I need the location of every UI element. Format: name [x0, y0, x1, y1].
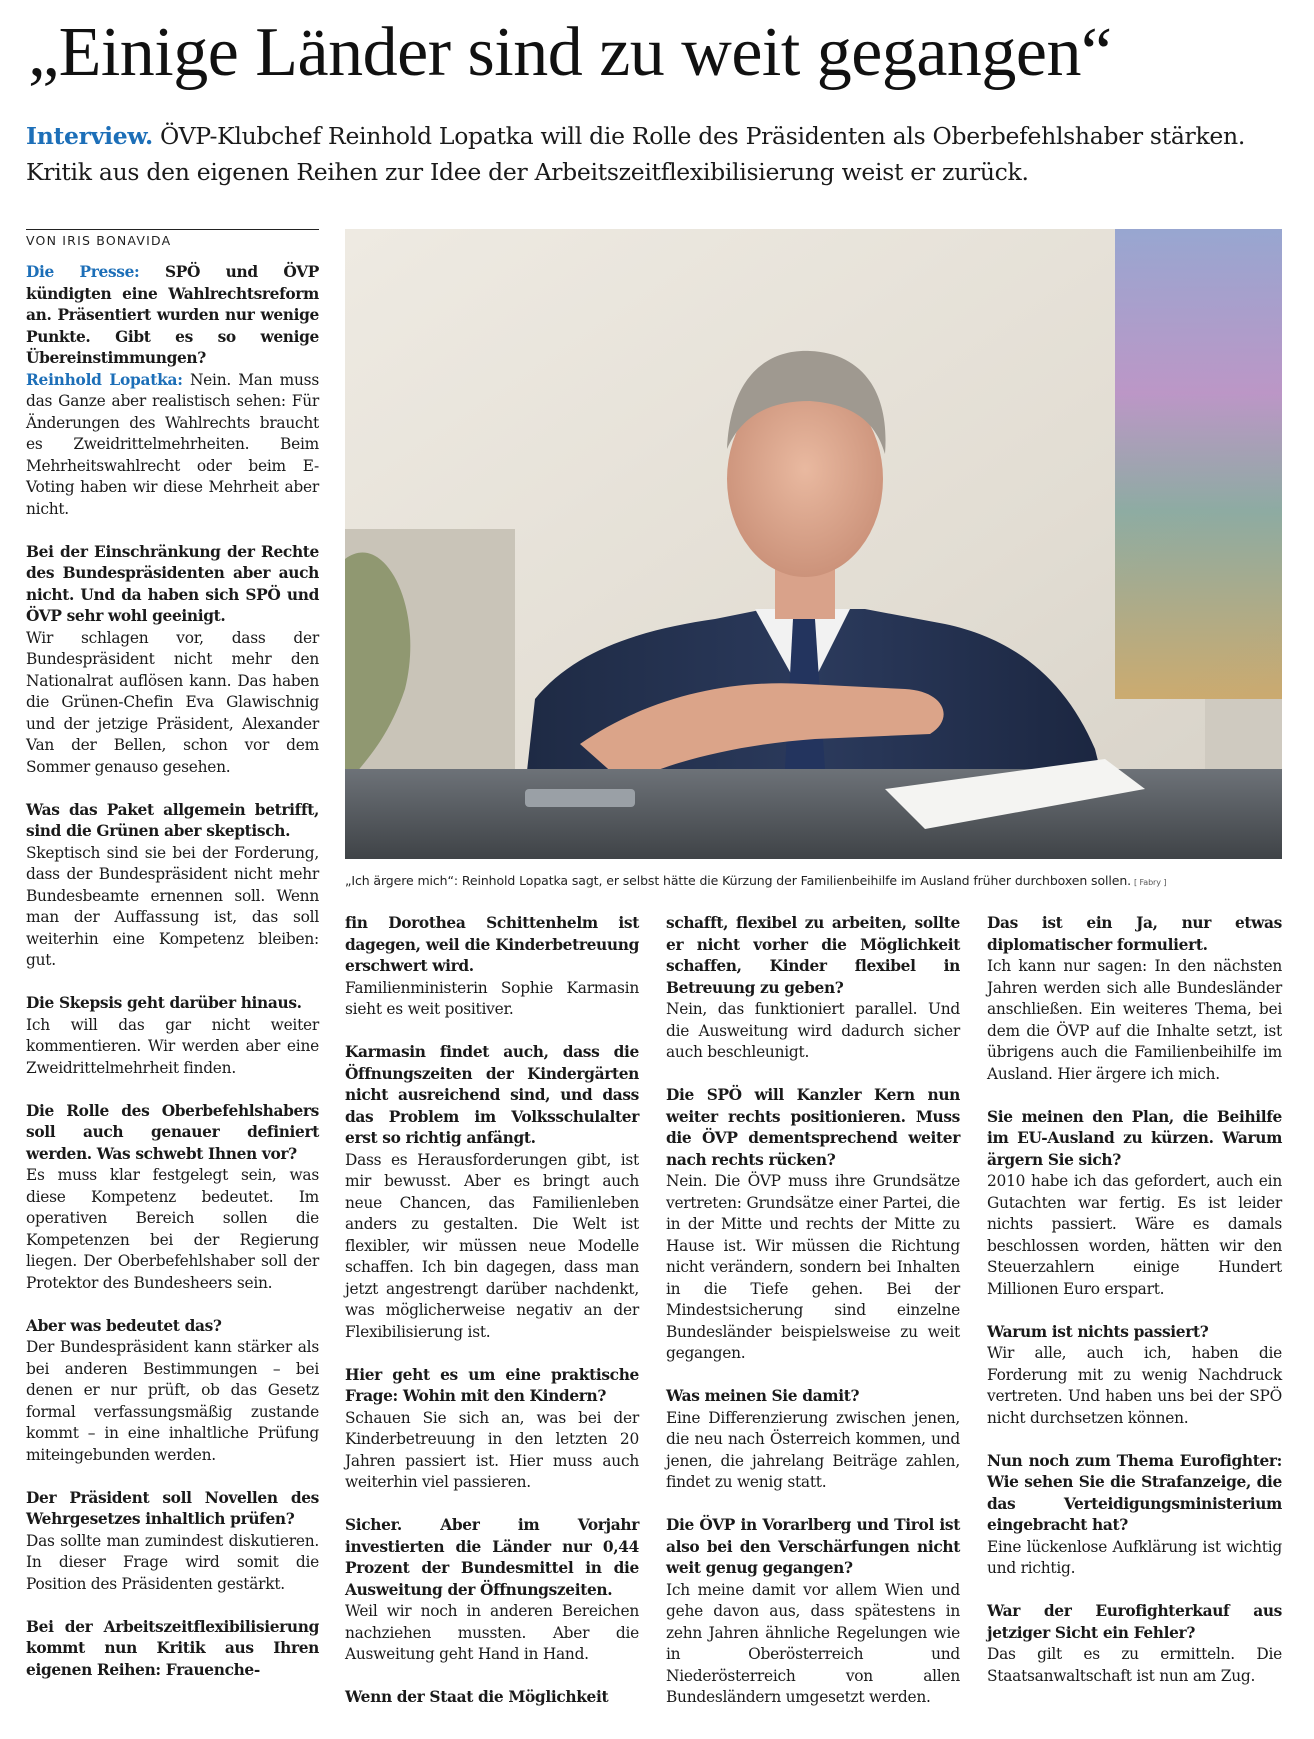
interview-answer: Familienministerin Sophie Karmasin sieht es weit positiver.	[345, 978, 639, 1018]
interview-question: Die Rolle des Oberbefehlshabers soll auch genauer definiert werden. Was schwebt Ihnen vor?	[26, 1101, 319, 1163]
interview-block	[26, 1101, 319, 1295]
interview-block	[666, 913, 960, 1064]
text-column-1	[26, 262, 319, 1703]
interview-answer	[26, 370, 319, 521]
text-column-4	[987, 913, 1282, 1709]
caption-text: „Ich ärgere mich“: Reinhold Lopatka sagt, er selbst hätte die Kürzung der Familienbeihilfe im Ausland früher durchboxen sollen.	[345, 873, 1132, 888]
interview-block	[987, 1451, 1282, 1580]
interview-question: Die SPÖ will Kanzler Kern nun weiter rechts positionieren. Muss die ÖVP dementsprechend weiter nach rechts rücken?	[666, 1086, 960, 1169]
interview-block	[345, 1042, 639, 1343]
interview-question: schafft, flexibel zu arbeiten, sollte er nicht vorher die Möglichkeit schaffen, Kinder flexibel in Betreuung zu geben?	[666, 914, 960, 997]
interview-question: fin Dorothea Schittenhelm ist dagegen, weil die Kinderbetreuung erschwert wird.	[345, 914, 639, 975]
lead-kicker: Interview.	[26, 122, 153, 150]
interview-answer: Ich will das gar nicht weiter kommentieren. Wir werden aber eine Zweidrittelmehrheit finden.	[26, 1015, 319, 1077]
interview-answer: Skeptisch sind sie bei der Forderung, dass der Bundespräsident nicht mehr Bundesbeamte ernennen soll. Wenn man der Auffassung ist, das soll weiterhin eine Kompetenz bleiben: gut.	[26, 843, 319, 969]
interview-question: Bei der Einschränkung der Rechte des Bundespräsidenten aber auch nicht. Und da haben sich SPÖ und ÖVP sehr wohl geeinigt.	[26, 542, 319, 625]
interview-answer: Eine lückenlose Aufklärung ist wichtig und richtig.	[987, 1537, 1282, 1577]
speaker-label-lopatka: Reinhold Lopatka:	[26, 370, 183, 389]
interview-block	[987, 913, 1282, 1085]
interview-block	[345, 1365, 639, 1494]
interview-block	[987, 1107, 1282, 1301]
interview-question: Sicher. Aber im Vorjahr investierten die Länder nur 0,44 Prozent der Bundesmittel in die Ausweitung der Öffnungszeiten.	[345, 1516, 639, 1599]
text-column-3	[666, 913, 960, 1730]
interview-question: War der Eurofighterkauf aus jetziger Sicht ein Fehler?	[987, 1602, 1282, 1642]
interview-answer: Ich kann nur sagen: In den nächsten Jahren werden sich alle Bundesländer anschließen. Ein weiteres Thema, bei dem die ÖVP auf die Inhalte setzt, ist übrigens auch die Familienbeihilfe im Ausland. Hier ärgere ich mich.	[987, 957, 1282, 1083]
interview-answer: Nein, das funktioniert parallel. Und die Ausweitung wird dadurch sicher auch beschleunigt.	[666, 1000, 960, 1061]
article-photo	[345, 229, 1282, 859]
interview-answer: Es muss klar festgelegt sein, was diese Kompetenz bedeutet. Im operativen Bereich sollen die Kompetenzen bei der Regierung liegen. Der Oberbefehlshaber soll der Protektor des Bundesheers sein.	[26, 1166, 319, 1292]
interview-answer: Dass es Herausforderungen gibt, ist mir bewusst. Aber es bringt auch neue Chancen, das Familienleben anders zu gestalten. Die Welt ist flexibler, wir müssen neue Modelle schaffen. Ich bin dagegen, dass man jetzt angestrengt darüber nachdenkt, was möglicherweise negativ an der Flexibilisierung ist.	[345, 1150, 639, 1341]
interview-answer: Wir schlagen vor, dass der Bundespräsident nicht mehr den Nationalrat auflösen kann. Das haben die Grünen-Chefin Eva Glawischnig und der jetzige Präsident, Alexander Van der Bellen, schon vor dem Sommer genauso gesehen.	[26, 628, 319, 776]
interview-answer: Das sollte man zumindest diskutieren. In dieser Frage wird somit die Position des Präsidenten gestärkt.	[26, 1531, 319, 1593]
interview-answer: 2010 habe ich das gefordert, auch ein Gutachten war fertig. Es ist leider nichts passiert. Wäre es damals beschlossen worden, hätten wir den Steuerzahlern einige Hundert Millionen Euro erspart.	[987, 1172, 1282, 1298]
article-headline: „Einige Länder sind zu weit gegangen“	[28, 14, 1112, 91]
interview-block	[987, 1322, 1282, 1430]
byline-rule	[26, 229, 319, 230]
question-text: SPÖ und ÖVP kündigten eine Wahlrechtsreform an. Präsentiert wurden nur wenige Punkte. Gibt es so wenige Übereinstimmungen?	[26, 263, 319, 367]
interview-question	[26, 262, 319, 370]
interview-question: Die Skepsis geht darüber hinaus.	[26, 994, 302, 1012]
interview-question: Was meinen Sie damit?	[666, 1387, 860, 1405]
interview-question: Karmasin findet auch, dass die Öffnungszeiten der Kindergärten nicht ausreichend sind, und dass das Problem im Volksschulalter erst so richtig anfängt.	[345, 1043, 639, 1147]
interview-question: Hier geht es um eine praktische Frage: Wohin mit den Kindern?	[345, 1365, 639, 1405]
answer-text: Nein. Man muss das Ganze aber realistisch sehen: Für Änderungen des Wahlrechts braucht es Zweidrittelmehrheiten. Beim Mehrheitswahlrecht oder beim E-Voting haben wir diese Mehrheit aber nicht.	[26, 370, 319, 518]
interview-answer: Der Bundespräsident kann stärker als bei anderen Bestimmungen – bei denen er nur prüft, ob das Gesetz formal verfassungsmäßig zustande kommt – in eine inhaltliche Prüfung miteingebunden werden.	[26, 1338, 319, 1464]
interview-answer: Weil wir noch in anderen Bereichen nachziehen mussten. Aber die Ausweitung geht Hand in Hand.	[345, 1602, 639, 1663]
interview-question: Sie meinen den Plan, die Beihilfe im EU-Ausland zu kürzen. Warum ärgern Sie sich?	[987, 1107, 1282, 1169]
photo-credit: [ Fabry ]	[1134, 878, 1167, 887]
interview-block	[26, 1617, 319, 1682]
interview-block	[26, 993, 319, 1079]
text-column-2	[345, 913, 639, 1730]
interview-question: Warum ist nichts passiert?	[987, 1322, 1209, 1341]
interview-answer: Schauen Sie sich an, was bei der Kinderbetreuung in den letzten 20 Jahren passiert ist. Hier muss auch weiterhin viel passieren.	[345, 1408, 639, 1491]
interview-question: Die ÖVP in Vorarlberg und Tirol ist also bei den Verschärfungen nicht weit genug gegangen?	[666, 1516, 960, 1577]
interview-block	[345, 913, 639, 1021]
interview-block	[26, 542, 319, 779]
interview-answer: Wir alle, auch ich, haben die Forderung mit zu wenig Nachdruck vertreten. Und haben uns bei der SPÖ nicht durchsetzen können.	[987, 1344, 1282, 1427]
interview-question: Bei der Arbeitszeitflexibilisierung kommt nun Kritik aus Ihren eigenen Reihen: Frauenche-	[26, 1617, 319, 1679]
interview-answer: Ich meine damit vor allem Wien und gehe davon aus, dass spätestens in zehn Jahren ähnliche Regelungen wie in Oberösterreich und Niederösterreich von allen Bundesländern umgesetzt werden.	[666, 1580, 960, 1706]
interview-block	[26, 1488, 319, 1596]
interview-question: Aber was bedeutet das?	[26, 1316, 222, 1335]
interview-answer: Nein. Die ÖVP muss ihre Grundsätze vertreten: Grundsätze einer Partei, die in der Mitte und rechts der Mitte zu Hause ist. Wir müssen die Richtung nicht verändern, sondern bei Inhalten in die Tiefe gehen. Bei der Mindestsicherung sind einzelne Bundesländer beispielsweise zu weit gegangen.	[666, 1172, 960, 1362]
interview-block	[666, 1085, 960, 1365]
interview-block	[26, 262, 319, 520]
interview-block	[666, 1386, 960, 1494]
lead-text: ÖVP-Klubchef Reinhold Lopatka will die Rolle des Präsidenten als Oberbefehlshaber stärken. Kritik aus den eigenen Reihen zur Idee der Arbeitszeitflexibilisierung weist er zurück.	[26, 122, 1246, 186]
portrait-photo-illustration	[345, 229, 1282, 859]
interview-block	[666, 1515, 960, 1709]
interview-answer: Das gilt es zu ermitteln. Die Staatsanwaltschaft ist nun am Zug.	[987, 1645, 1282, 1685]
interview-question: Was das Paket allgemein betrifft, sind die Grünen aber skeptisch.	[26, 800, 319, 840]
interview-block	[26, 800, 319, 972]
interview-question: Nun noch zum Thema Eurofighter: Wie sehen Sie die Strafanzeige, die das Verteidigungsministerium eingebracht hat?	[987, 1451, 1282, 1534]
interview-block	[987, 1601, 1282, 1687]
interview-question: Wenn der Staat die Möglichkeit	[345, 1688, 609, 1706]
interview-answer: Eine Differenzierung zwischen jenen, die neu nach Österreich kommen, und jenen, die jahrelang Beiträge zahlen, findet zu wenig statt.	[666, 1408, 960, 1491]
interview-block	[345, 1687, 639, 1709]
interview-question: Der Präsident soll Novellen des Wehrgesetzes inhaltlich prüfen?	[26, 1488, 319, 1528]
byline: VON IRIS BONAVIDA	[26, 233, 172, 248]
interview-block	[345, 1515, 639, 1666]
speaker-label-presse: Die Presse:	[26, 263, 140, 281]
interview-block	[26, 1316, 319, 1467]
article-lead	[26, 118, 1296, 190]
interview-question: Das ist ein Ja, nur etwas diplomatischer formuliert.	[987, 914, 1282, 954]
photo-caption	[345, 873, 1282, 888]
